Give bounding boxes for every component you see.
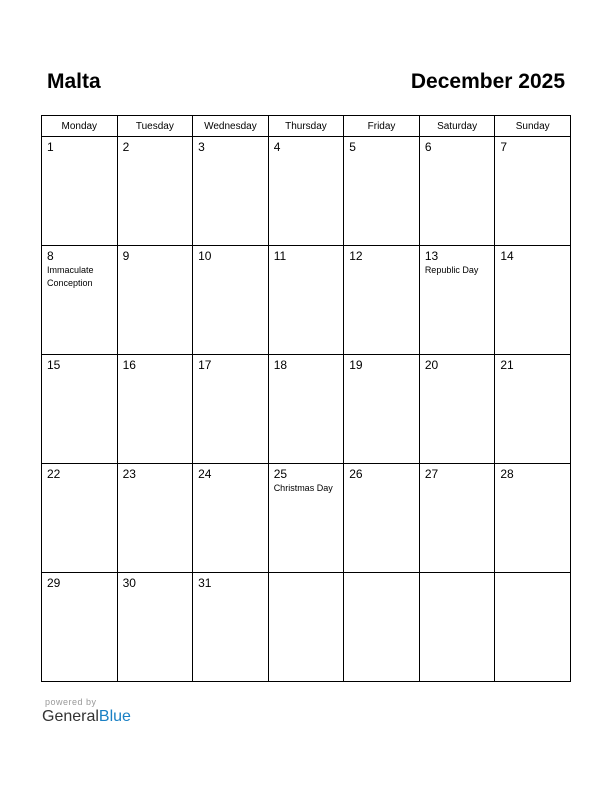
day-cell	[344, 355, 420, 464]
day-number: 7	[500, 140, 508, 154]
day-cell	[42, 246, 118, 355]
day-cell	[419, 464, 495, 573]
day-cell	[117, 355, 193, 464]
day-cell	[344, 464, 420, 573]
holiday-label: Immaculate Conception	[47, 265, 94, 288]
day-cell	[495, 355, 571, 464]
weekday-saturday: Saturday	[419, 116, 495, 137]
day-number: 12	[349, 249, 363, 263]
weekday-tuesday: Tuesday	[117, 116, 193, 137]
day-cell	[117, 246, 193, 355]
day-cell	[419, 246, 495, 355]
day-cell	[268, 137, 344, 246]
day-cell	[193, 137, 269, 246]
day-number: 8	[47, 249, 54, 263]
day-number: 4	[273, 140, 281, 154]
day-cell	[193, 573, 269, 682]
day-cell	[419, 573, 495, 682]
day-cell	[268, 246, 344, 355]
day-number: 13	[424, 249, 439, 263]
day-cell	[193, 246, 269, 355]
holiday-label: Republic Day	[424, 265, 479, 275]
day-cell	[419, 355, 495, 464]
day-number: 6	[424, 140, 432, 154]
country-title: Malta	[47, 70, 101, 93]
day-number: 16	[122, 358, 136, 372]
day-number: 2	[122, 140, 130, 154]
day-number: 10	[198, 249, 212, 263]
day-cell	[268, 355, 344, 464]
month-title: December 2025	[410, 70, 565, 93]
day-cell	[495, 464, 571, 573]
day-number: 18	[273, 358, 288, 372]
generalblue-logo[interactable]	[42, 708, 131, 726]
week-row	[42, 573, 571, 682]
week-row	[42, 464, 571, 573]
day-number: 15	[47, 358, 61, 372]
calendar-grid	[41, 115, 571, 682]
week-row	[42, 355, 571, 464]
day-number: 26	[349, 467, 363, 481]
day-number: 31	[198, 576, 212, 590]
day-cell	[495, 137, 571, 246]
week-row	[42, 137, 571, 246]
day-cell	[495, 246, 571, 355]
day-number: 24	[198, 467, 212, 481]
day-number: 21	[500, 358, 514, 372]
day-number: 20	[424, 358, 439, 372]
day-cell	[268, 573, 344, 682]
weekday-monday: Monday	[42, 116, 118, 137]
day-cell	[344, 573, 420, 682]
day-number: 28	[500, 467, 514, 481]
day-number: 27	[424, 467, 439, 481]
day-cell	[117, 464, 193, 573]
weekday-friday: Friday	[344, 116, 420, 137]
day-number: 1	[47, 140, 54, 154]
day-cell	[117, 137, 193, 246]
brand-general: General	[42, 708, 99, 725]
week-row	[42, 246, 571, 355]
day-cell	[193, 355, 269, 464]
day-cell	[42, 464, 118, 573]
day-cell	[42, 137, 118, 246]
day-number: 25	[273, 467, 288, 481]
weekday-sunday: Sunday	[495, 116, 571, 137]
day-number: 22	[47, 467, 61, 481]
weekday-thursday: Thursday	[268, 116, 344, 137]
day-cell	[117, 573, 193, 682]
day-number: 14	[500, 249, 514, 263]
day-cell	[42, 573, 118, 682]
day-number: 3	[198, 140, 205, 154]
day-number: 17	[198, 358, 212, 372]
holiday-label: Christmas Day	[273, 483, 333, 493]
weekday-header-row	[42, 116, 571, 137]
day-cell	[193, 464, 269, 573]
day-number: 29	[47, 576, 61, 590]
day-cell	[344, 246, 420, 355]
day-number: 5	[349, 140, 356, 154]
brand-blue: Blue	[98, 708, 131, 725]
day-number: 30	[122, 576, 136, 590]
day-cell	[419, 137, 495, 246]
day-number: 11	[273, 249, 287, 263]
day-cell	[344, 137, 420, 246]
day-cell	[42, 355, 118, 464]
day-number: 23	[122, 467, 136, 481]
day-cell	[495, 573, 571, 682]
day-number: 19	[349, 358, 363, 372]
day-number: 9	[122, 249, 130, 263]
powered-by-text: powered by	[45, 697, 97, 707]
day-cell	[268, 464, 344, 573]
weekday-wednesday: Wednesday	[193, 116, 269, 137]
